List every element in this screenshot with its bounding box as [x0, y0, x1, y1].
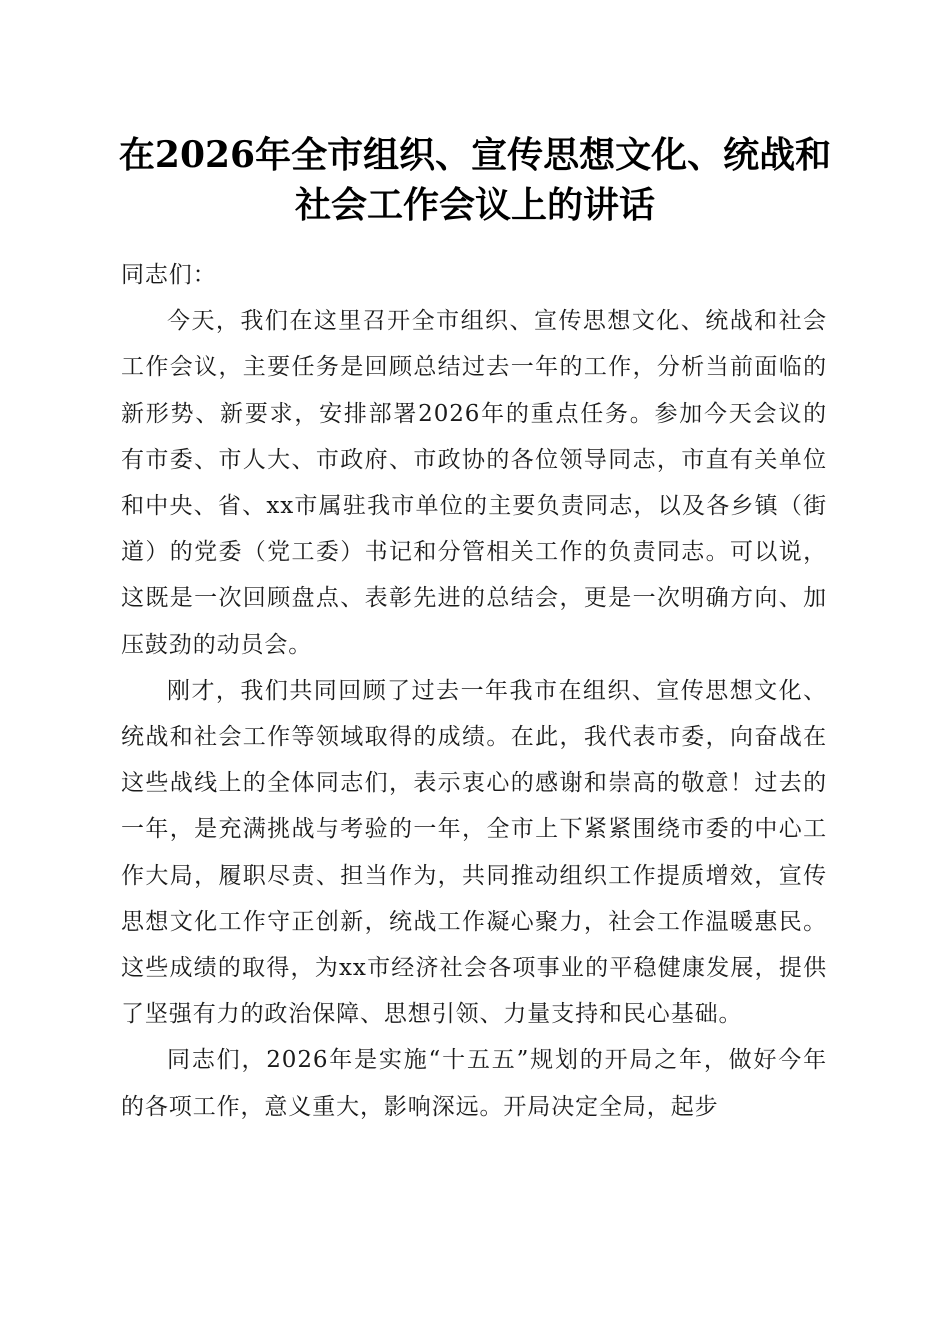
title-line-2: 社会工作会议上的讲话 [294, 184, 655, 226]
paragraph-2: 刚才，我们共同回顾了过去一年我市在组织、宣传思想文化、统战和社会工作等领域取得的成绩。在此，我代表市委，向奋战在这些战线上的全体同志们，表示衷心的感谢和崇高的敬意！过去的一年，是充满挑战与考验的一年，全市上下紧紧围绕市委的中心工作大局，履职尽责、担当作为，共同推动组织工作提质增效，宣传思想文化工作守正创新，统战工作凝心聚力，社会工作温暖惠民。这些成绩的取得，为xx市经济社会各项事业的平稳健康发展，提供了坚强有力的政治保障、思想引领、力量支持和民心基础。 [121, 677, 827, 1028]
paragraph-1: 今天，我们在这里召开全市组织、宣传思想文化、统战和社会工作会议，主要任务是回顾总结过去一年的工作，分析当前面临的新形势、新要求，安排部署2026年的重点任务。参加今天会议的有市委、市人大、市政府、市政协的各位领导同志，市直有关单位和中央、省、xx市属驻我市单位的主要负责同志，以及各乡镇（街道）的党委（党工委）书记和分管相关工作的负责同志。可以说，这既是一次回顾盘点、表彰先进的总结会，更是一次明确方向、加压鼓劲的动员会。 [121, 308, 827, 658]
document-body [121, 252, 827, 1130]
document-title [100, 130, 850, 230]
paragraph-3: 同志们，2026年是实施“十五五”规划的开局之年，做好今年的各项工作，意义重大，影响深远。开局决定全局，起步 [121, 1047, 827, 1120]
salutation: 同志们： [121, 262, 217, 288]
title-line-1: 在2026年全市组织、宣传思想文化、统战和 [118, 134, 832, 176]
